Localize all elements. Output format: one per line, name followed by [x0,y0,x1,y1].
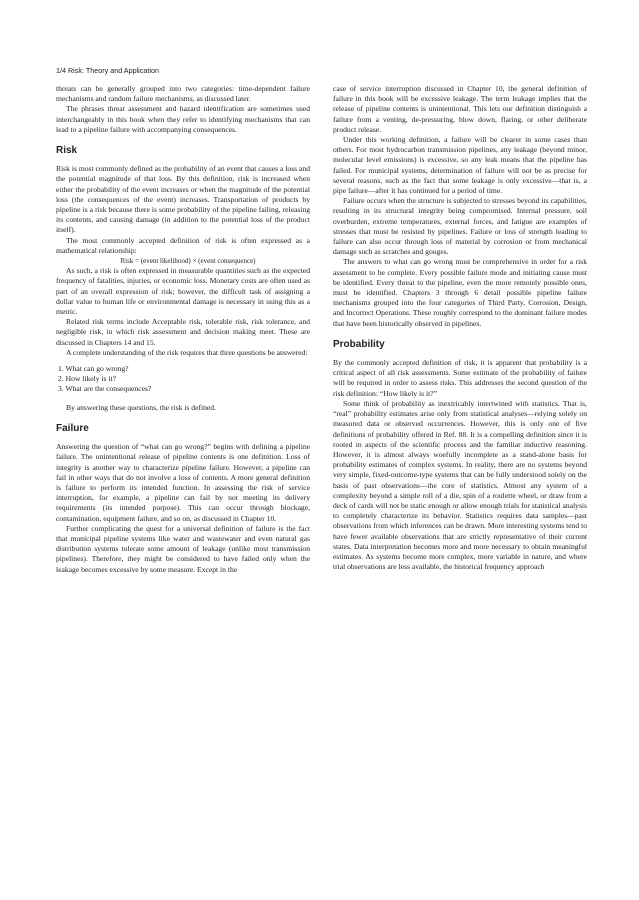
list-item: 2. How likely is it? [58,374,117,384]
right-column [333,84,587,572]
paragraph: Related risk terms include Acceptable risk, tolerable risk, risk tolerance, and negligible risk, in which risk assessment and decision making meet. These are discussed in Chapters 14 and 15. [56,317,310,347]
paragraph: Risk is most commonly defined as the probability of an event that causes a loss and the potential magnitude of that loss. By this definition, risk is increased when either the probability of the event increases or when the magnitude of the potential loss (the consequences of the event) increases. Transportation of products by pipeline is a risk because there is some probability of the pipeline failing, releasing its contents, and causing damage (in addition to the potential loss of the product itself). [56,164,310,235]
list-item: 3. What are the consequences? [58,384,152,394]
paragraph: Failure occurs when the structure is subjected to stresses beyond its capabilities, resulting in its structural integrity being compromised. Internal pressure, soil overburden, extreme temperatures, external forces, and fatigue are examples of stresses that must be resisted by pipelines. Failure or loss of strength leading to failure can also occur through loss of material by corrosion or from mechanical damage such as scratches and gouges. [333,196,587,257]
paragraph: Further complicating the quest for a universal definition of failure is the fact that municipal pipeline systems like water and wastewater and even natural gas distribution systems tolerate some amount of leakage (unlike most transmission pipelines). Therefore, they might be considered to have failed only when the leakage becomes excessive by some measure. Except in the [56,523,310,574]
paragraph: A complete understanding of the risk requires that three questions be answered: [66,347,308,357]
questions-list [58,364,310,395]
list-item: 1. What can go wrong? [58,364,129,374]
paragraph: As such, a risk is often expressed in measurable quantities such as the expected frequency of fatalities, injuries, or economic loss. Monetary costs are often used as part of an overall expression of risk; however, the difficult task of assigning a dollar value to human life or environmental damage is necessary in using this as a metric. [56,266,310,317]
running-head: 1/4 Risk: Theory and Application [56,66,159,75]
paragraph: case of service interruption discussed in Chapter 10, the general definition of failure in this book will be excessive leakage. The term leakage implies that the release of pipeline contents is unintentional. This lets our definition distinguish a failure from a venting, de-pressuring, blow down, flaring, or other deliberate product release. [333,84,587,134]
risk-formula: Risk = (event likelihood) × (event consequence) [120,257,256,266]
paragraph: The answers to what can go wrong must be comprehensive in order for a risk assessment to be complete. Every possible failure mode and initiating cause must be identified. Every threat to the pipeline, even the more remotely possible ones, must be identified. Chapters 3 through 6 detail possible pipeline failure mechanisms grouped into the four categories of Third Party, Corrosion, Design, and Incorrect Operations. These roughly correspond to the dominant failure modes that have been historically observed in pipelines. [333,257,587,328]
paragraph: By the commonly accepted definition of risk, it is apparent that probability is a critical aspect of all risk assessments. Some estimate of the probability of failure will be required in order to assess risks. This addresses the second question of the risk definition: “How likely is it?” [333,358,587,398]
section-heading-probability: Probability [333,338,385,350]
paragraph: The most commonly accepted definition of risk is often expressed as a mathematical relationship: [56,235,310,255]
left-column [56,84,310,575]
section-heading-failure: Failure [56,422,89,434]
paragraph: The phrases threat assessment and hazard identification are sometimes used interchangeably in this book when they refer to identifying mechanisms that can lead to a pipeline failure with accompanying consequences. [56,104,310,134]
paragraph: threats can be generally grouped into two categories: time-dependent failure mechanisms and random failure mechanisms, as discussed later. [56,84,310,104]
paragraph: By answering these questions, the risk is defined. [66,402,216,412]
paragraph: Some think of probability as inextricably intertwined with statistics. That is, “real” probability estimates arise only from statistical analyses—relying solely on measured data or observed occurrences. However, this is only one of five definitions of probability offered in Ref. 88. It is a compelling definition since it is rooted in aspects of the scientific process and the familiar inductive reasoning. However, it is almost always woefully incomplete as a stand-alone basis for probability estimates of complex systems. In reality, there are no systems beyond very simple, fixed-outcome-type systems that can be fully understood solely on the basis of past observations—the core of statistics. Almost any system of a complexity beyond a simple roll of a die, spin of a roulette wheel, or draw from a deck of cards will not be static enough or allow enough trials for statistical analysis to completely characterize its behavior. Statistics requires data samples—past observations from which inferences can be drawn. More interesting systems tend to have fewer available observations that are strictly representative of their current states. Data interpretation becomes more and more necessary to obtain meaningful estimates. As systems become more complex, more variable in nature, and where trial observations are less available, the historical frequency approach [333,398,587,572]
section-heading-risk: Risk [56,145,78,157]
paragraph: Answering the question of “what can go wrong?” begins with defining a pipeline failure. The unintentional release of pipeline contents is one definition. Loss of integrity is another way to characterize pipeline failure. However, a pipeline can fail in other ways that do not involve a loss of contents. A more general definition is failure to perform its intended function. In assessing the risk of service interruption, for example, a pipeline can fail by not meeting its delivery requirements (its intended purpose). This can occur through blockage, contamination, equipment failure, and so on, as discussed in Chapter 10. [56,442,310,523]
paragraph: Under this working definition, a failure will be clearer in some cases than others. For most hydrocarbon transmission pipelines, any leakage (beyond minor, molecular level emissions) is excessive, so any leak means that the pipeline has failed. For municipal systems, determination of failure will not be as precise for several reasons, such as the fact that some leakage is only excessive—that is, a pipe failure—after it has continued for a period of time. [333,135,587,196]
